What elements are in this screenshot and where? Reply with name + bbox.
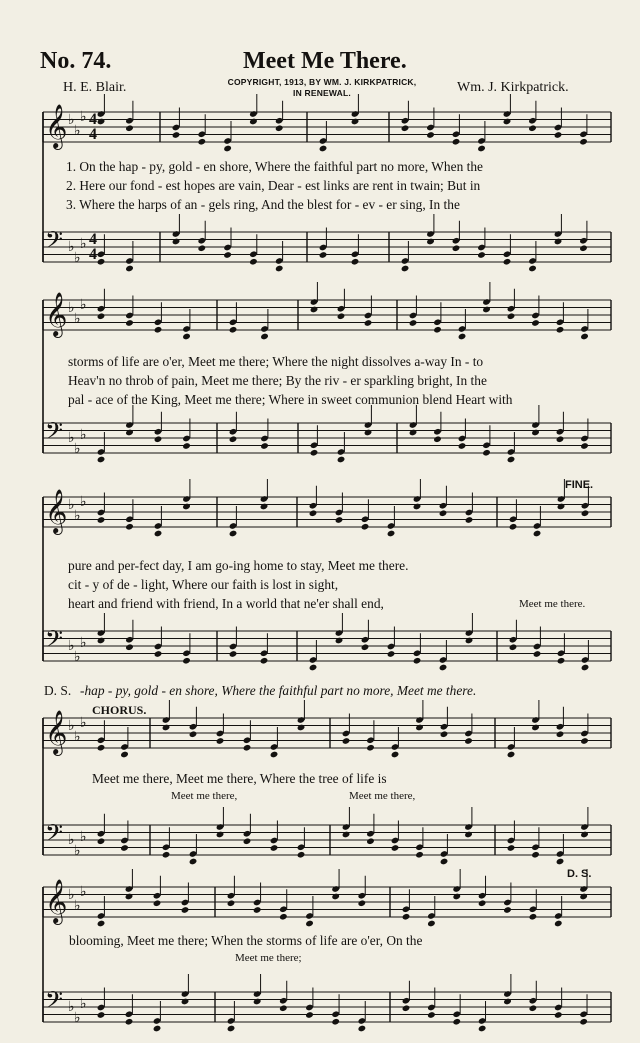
- note-head: [503, 258, 512, 266]
- note-head: [533, 530, 542, 538]
- note-head: [125, 893, 134, 901]
- note-head: [533, 650, 542, 658]
- note-head: [249, 118, 258, 126]
- note-head: [426, 238, 435, 246]
- treble-clef-icon: 𝄞: [45, 710, 68, 754]
- note-head: [154, 530, 163, 538]
- note-head: [413, 503, 422, 511]
- note-head: [509, 523, 518, 531]
- flat-icon: ♭: [68, 638, 75, 654]
- composer: Wm. J. Kirkpatrick.: [457, 80, 569, 95]
- note-head: [440, 858, 449, 866]
- note-head: [342, 831, 351, 839]
- flat-icon: ♭: [68, 430, 75, 446]
- note-head: [482, 306, 491, 314]
- copyright-line-2: IN RENEWAL.: [293, 88, 351, 98]
- note-head: [181, 906, 190, 914]
- note-head: [97, 312, 106, 320]
- note-head: [557, 503, 566, 511]
- note-head: [120, 844, 129, 852]
- bass-clef-icon: 𝄢: [45, 986, 64, 1019]
- note-head: [413, 657, 422, 665]
- ds-prefix: D. S.: [44, 683, 72, 698]
- note-head: [503, 906, 512, 914]
- hymn-title: Meet Me There.: [243, 48, 407, 74]
- chorus-label: CHORUS.: [92, 703, 147, 717]
- note-head: [507, 751, 516, 759]
- note-head: [556, 326, 565, 334]
- note-head: [401, 265, 410, 273]
- flat-icon: ♭: [68, 112, 75, 128]
- note-head: [579, 1018, 588, 1026]
- note-head: [580, 831, 589, 839]
- note-head: [465, 516, 474, 524]
- note-head: [477, 145, 486, 153]
- note-head: [452, 138, 461, 146]
- note-head: [439, 509, 448, 517]
- note-head: [477, 251, 486, 259]
- note-head: [554, 131, 563, 139]
- time-signature-digit: 4: [89, 231, 97, 248]
- note-head: [97, 1011, 106, 1019]
- note-head: [335, 637, 344, 645]
- note-head: [216, 737, 225, 745]
- note-head: [154, 326, 163, 334]
- note-head: [342, 737, 351, 745]
- note-head: [227, 1025, 236, 1033]
- note-head: [465, 637, 474, 645]
- note-head: [426, 131, 435, 139]
- note-head: [478, 1025, 487, 1033]
- note-head: [229, 435, 238, 443]
- note-head: [182, 503, 191, 511]
- note-head: [297, 851, 306, 859]
- note-head: [358, 1025, 367, 1033]
- hymn-number: No. 74.: [40, 48, 112, 74]
- note-head: [427, 920, 436, 928]
- note-head: [528, 265, 537, 273]
- note-head: [197, 138, 206, 146]
- note-head: [464, 831, 473, 839]
- flat-icon: ♭: [74, 250, 81, 266]
- note-head: [223, 251, 232, 259]
- note-head: [415, 851, 424, 859]
- note-head: [531, 319, 540, 327]
- time-signature-digit: 4: [89, 246, 97, 263]
- note-head: [581, 509, 590, 517]
- note-head: [305, 920, 314, 928]
- note-head: [579, 244, 588, 252]
- note-head: [125, 523, 134, 531]
- note-head: [478, 899, 487, 907]
- note-head: [580, 442, 589, 450]
- note-head: [182, 442, 191, 450]
- note-head: [509, 643, 518, 651]
- note-head: [554, 238, 563, 246]
- s5-echo: Meet me there;: [235, 952, 302, 964]
- treble-clef-icon: 𝄞: [45, 489, 68, 533]
- note-head: [97, 837, 106, 845]
- note-head: [458, 442, 467, 450]
- ds-marking: D. S.: [567, 868, 592, 880]
- note-head: [361, 643, 370, 651]
- bass-clef-icon: 𝄢: [45, 625, 64, 658]
- note-head: [305, 1011, 314, 1019]
- note-head: [154, 435, 163, 443]
- s2-verse-2: Heav'n no throb of pain, Meet me there; By the riv - er sparkling bright, In the: [68, 373, 487, 388]
- s3-echo: Meet me there.: [519, 598, 586, 610]
- note-head: [309, 664, 318, 672]
- note-head: [337, 312, 346, 320]
- note-head: [452, 244, 461, 252]
- note-head: [580, 333, 589, 341]
- flat-icon: ♭: [74, 123, 81, 139]
- note-head: [554, 1011, 563, 1019]
- note-head: [249, 258, 258, 266]
- note-head: [351, 118, 360, 126]
- note-head: [579, 893, 588, 901]
- note-head: [153, 1025, 162, 1033]
- note-head: [310, 449, 319, 457]
- note-head: [260, 442, 269, 450]
- note-head: [556, 730, 565, 738]
- note-head: [391, 844, 400, 852]
- flat-icon: ♭: [80, 829, 87, 845]
- note-head: [366, 837, 375, 845]
- note-head: [415, 724, 424, 732]
- note-head: [503, 998, 512, 1006]
- note-head: [579, 138, 588, 146]
- note-head: [433, 435, 442, 443]
- note-head: [309, 509, 318, 517]
- note-head: [391, 751, 400, 759]
- note-head: [331, 893, 340, 901]
- note-head: [120, 751, 129, 759]
- note-head: [275, 124, 284, 132]
- flat-icon: ♭: [80, 427, 87, 443]
- flat-icon: ♭: [68, 239, 75, 255]
- flat-icon: ♭: [68, 999, 75, 1015]
- note-head: [409, 429, 418, 437]
- treble-clef-icon: 𝄞: [45, 292, 68, 336]
- note-head: [153, 899, 162, 907]
- note-head: [458, 333, 467, 341]
- note-head: [270, 751, 279, 759]
- time-signature-digit: 4: [89, 111, 97, 128]
- note-head: [154, 650, 163, 658]
- note-head: [531, 429, 540, 437]
- note-head: [125, 124, 134, 132]
- s3-verse-1: pure and per-fect day, I am go-ing home to stay, Meet me there.: [68, 558, 409, 573]
- lyricist: H. E. Blair.: [63, 80, 127, 95]
- note-head: [229, 650, 238, 658]
- note-head: [581, 664, 590, 672]
- note-head: [503, 118, 512, 126]
- note-head: [260, 657, 269, 665]
- note-head: [507, 844, 516, 852]
- note-head: [554, 920, 563, 928]
- note-head: [433, 326, 442, 334]
- flat-icon: ♭: [74, 441, 81, 457]
- s3-verse-2: cit - y of de - light, Where our faith is lost in sight,: [68, 577, 339, 592]
- note-head: [440, 730, 449, 738]
- note-head: [529, 913, 538, 921]
- note-head: [97, 637, 106, 645]
- flat-icon: ♭: [80, 715, 87, 731]
- note-head: [402, 913, 411, 921]
- note-head: [260, 333, 269, 341]
- s1-verse-3: 3. Where the harps of an - gels ring, And the blest for - ev - er sing, In the: [66, 197, 460, 212]
- note-head: [223, 145, 232, 153]
- note-head: [182, 657, 191, 665]
- note-head: [366, 744, 375, 752]
- note-head: [260, 503, 269, 511]
- flat-icon: ♭: [74, 311, 81, 327]
- flat-icon: ♭: [80, 297, 87, 313]
- note-head: [452, 1018, 461, 1026]
- flat-icon: ♭: [80, 109, 87, 125]
- note-head: [189, 858, 198, 866]
- note-head: [229, 530, 238, 538]
- note-head: [243, 744, 252, 752]
- flat-icon: ♭: [68, 497, 75, 513]
- note-head: [162, 724, 171, 732]
- bass-clef-icon: 𝄢: [45, 819, 64, 852]
- note-head: [243, 837, 252, 845]
- note-head: [387, 530, 396, 538]
- s4-lyrics: Meet me there, Meet me there, Where the tree of life is: [92, 771, 387, 786]
- flat-icon: ♭: [74, 729, 81, 745]
- note-head: [319, 251, 328, 259]
- note-head: [409, 319, 418, 327]
- flat-icon: ♭: [80, 494, 87, 510]
- ds-lyric-line: -hap - py, gold - en shore, Where the faithful part no more, Meet me there.: [80, 683, 477, 698]
- note-head: [387, 650, 396, 658]
- note-head: [125, 319, 134, 327]
- note-head: [216, 831, 225, 839]
- note-head: [331, 1018, 340, 1026]
- note-head: [361, 523, 370, 531]
- note-head: [181, 998, 190, 1006]
- note-head: [482, 449, 491, 457]
- note-head: [402, 1004, 411, 1012]
- note-head: [335, 516, 344, 524]
- s2-verse-3: pal - ace of the King, Meet me there; Where in sweet communion blend Heart with: [68, 392, 513, 407]
- note-head: [97, 516, 106, 524]
- flat-icon: ♭: [74, 898, 81, 914]
- note-head: [297, 724, 306, 732]
- note-head: [275, 265, 284, 273]
- note-head: [253, 998, 262, 1006]
- note-head: [556, 435, 565, 443]
- flat-icon: ♭: [74, 1010, 81, 1026]
- note-head: [125, 643, 134, 651]
- note-head: [319, 145, 328, 153]
- s4-echo-2: Meet me there,: [349, 790, 416, 802]
- flat-icon: ♭: [80, 635, 87, 651]
- flat-icon: ♭: [68, 300, 75, 316]
- note-head: [189, 730, 198, 738]
- bass-clef-icon: 𝄢: [45, 417, 64, 450]
- note-head: [125, 265, 134, 273]
- flat-icon: ♭: [80, 884, 87, 900]
- note-head: [229, 326, 238, 334]
- note-head: [97, 920, 106, 928]
- note-head: [358, 899, 367, 907]
- s3-verse-3: heart and friend with friend, In a world that ne'er shall end,: [68, 596, 384, 611]
- s5-lyrics: blooming, Meet me there; When the storms of life are o'er, On the: [69, 933, 423, 948]
- flat-icon: ♭: [80, 996, 87, 1012]
- note-head: [529, 1004, 538, 1012]
- note-head: [556, 858, 565, 866]
- copyright-line-1: COPYRIGHT, 1913, BY WM. J. KIRKPATRICK,: [227, 77, 417, 87]
- treble-clef-icon: 𝄞: [45, 104, 68, 148]
- note-head: [337, 456, 346, 464]
- note-head: [197, 244, 206, 252]
- fine-marking: FINE.: [565, 479, 594, 491]
- note-head: [351, 258, 360, 266]
- note-head: [507, 312, 516, 320]
- note-head: [172, 238, 181, 246]
- note-head: [531, 851, 540, 859]
- flat-icon: ♭: [68, 718, 75, 734]
- flat-icon: ♭: [74, 843, 81, 859]
- note-head: [401, 124, 410, 132]
- s1-verse-2: 2. Here our fond - est hopes are vain, Dear - est links are rent in twain; But in: [66, 178, 481, 193]
- note-head: [279, 1004, 288, 1012]
- flat-icon: ♭: [74, 649, 81, 665]
- note-head: [227, 899, 236, 907]
- note-head: [580, 737, 589, 745]
- note-head: [270, 844, 279, 852]
- flat-icon: ♭: [80, 236, 87, 252]
- note-head: [439, 664, 448, 672]
- note-head: [531, 724, 540, 732]
- note-head: [364, 429, 373, 437]
- note-head: [507, 456, 516, 464]
- note-head: [528, 124, 537, 132]
- note-head: [364, 319, 373, 327]
- note-head: [125, 429, 134, 437]
- note-head: [97, 456, 106, 464]
- note-head: [452, 893, 461, 901]
- time-signature-digit: 4: [89, 126, 97, 143]
- note-head: [310, 306, 319, 314]
- note-head: [162, 851, 171, 859]
- note-head: [125, 1018, 134, 1026]
- note-head: [97, 744, 106, 752]
- note-head: [253, 906, 262, 914]
- note-head: [557, 657, 566, 665]
- flat-icon: ♭: [68, 887, 75, 903]
- s1-verse-1: 1. On the hap - py, gold - en shore, Where the faithful part no more, When the: [66, 159, 483, 174]
- flat-icon: ♭: [74, 508, 81, 524]
- note-head: [97, 258, 106, 266]
- note-head: [172, 131, 181, 139]
- note-head: [182, 333, 191, 341]
- note-head: [97, 118, 106, 126]
- treble-clef-icon: 𝄞: [45, 879, 68, 923]
- note-head: [427, 1011, 436, 1019]
- flat-icon: ♭: [68, 832, 75, 848]
- s4-echo-1: Meet me there,: [171, 790, 238, 802]
- bass-clef-icon: 𝄢: [45, 226, 64, 259]
- note-head: [279, 913, 288, 921]
- note-head: [464, 737, 473, 745]
- s2-verse-1: storms of life are o'er, Meet me there; Where the night dissolves a-way In - to: [68, 354, 484, 369]
